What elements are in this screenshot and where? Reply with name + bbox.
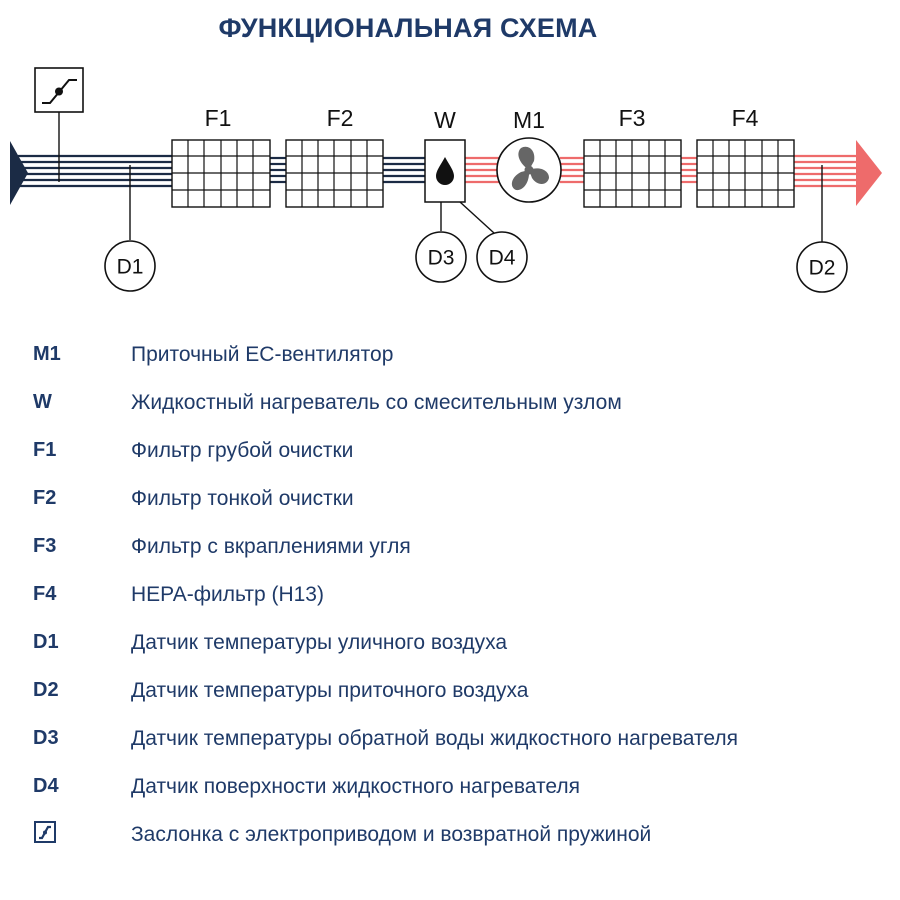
legend-row xyxy=(33,621,873,669)
legend-row xyxy=(33,573,873,621)
sensor-d2-label: D2 xyxy=(808,256,836,280)
legend-text: НЕРА-фильтр (Н13) xyxy=(131,583,324,606)
legend-row xyxy=(33,525,873,573)
legend-row xyxy=(33,477,873,525)
heater-w xyxy=(425,140,465,202)
legend-text: Фильтр тонкой очистки xyxy=(131,487,354,510)
legend-text: Заслонка с электроприводом и возвратной пружиной xyxy=(131,823,652,846)
label-f2: F2 xyxy=(326,105,354,131)
legend-text: Датчик поверхности жидкостного нагревателя xyxy=(131,775,580,798)
sensor-d3-label: D3 xyxy=(427,246,455,270)
legend-code: W xyxy=(33,391,52,413)
filter-f3 xyxy=(584,140,681,207)
legend-text: Датчик температуры приточного воздуха xyxy=(131,679,529,702)
sensor-d1 xyxy=(105,241,155,291)
page-title: ФУНКЦИОНАЛЬНАЯ СХЕМА xyxy=(218,13,598,43)
legend-text: Жидкостный нагреватель со смесительным узлом xyxy=(131,391,622,414)
legend-row xyxy=(33,429,873,477)
filter-f4 xyxy=(697,140,794,207)
sensor-d4 xyxy=(477,232,527,282)
legend-row xyxy=(33,765,873,813)
legend-code: F1 xyxy=(33,439,57,461)
label-m1: M1 xyxy=(513,107,545,133)
legend-row xyxy=(33,717,873,765)
label-f3: F3 xyxy=(618,105,646,131)
legend-code: F3 xyxy=(33,535,57,557)
air-inlet-arrow xyxy=(10,141,28,205)
sensor-d2 xyxy=(797,242,847,292)
sensor-d1-label: D1 xyxy=(116,255,144,279)
functional-diagram xyxy=(0,0,900,310)
legend-row xyxy=(33,381,873,429)
legend-text: Датчик температуры уличного воздуха xyxy=(131,631,508,654)
filter-f1 xyxy=(172,140,270,207)
legend-text: Датчик температуры обратной воды жидкостного нагревателя xyxy=(131,727,738,750)
legend-code: D1 xyxy=(33,631,59,653)
legend-row xyxy=(33,813,873,861)
legend-code: D4 xyxy=(33,775,59,797)
legend-text: Фильтр грубой очистки xyxy=(131,439,354,462)
legend-row xyxy=(33,333,873,381)
legend-code: M1 xyxy=(33,343,61,365)
fan-m1 xyxy=(497,138,561,202)
legend xyxy=(33,333,873,861)
legend-code: D3 xyxy=(33,727,59,749)
legend-code: D2 xyxy=(33,679,59,701)
damper-icon xyxy=(34,821,56,843)
legend-code: F4 xyxy=(33,583,57,605)
legend-code: F2 xyxy=(33,487,57,509)
air-outlet-arrow xyxy=(856,140,882,206)
label-w: W xyxy=(434,107,456,133)
label-f1: F1 xyxy=(204,105,232,131)
label-f4: F4 xyxy=(731,105,759,131)
legend-text: Фильтр с вкраплениями угля xyxy=(131,535,411,558)
legend-row xyxy=(33,669,873,717)
sensor-d3 xyxy=(416,232,466,282)
damper-actuator xyxy=(35,68,83,182)
legend-text: Приточный ЕС-вентилятор xyxy=(131,343,394,366)
sensor-d4-label: D4 xyxy=(488,246,516,270)
filter-f2 xyxy=(286,140,383,207)
